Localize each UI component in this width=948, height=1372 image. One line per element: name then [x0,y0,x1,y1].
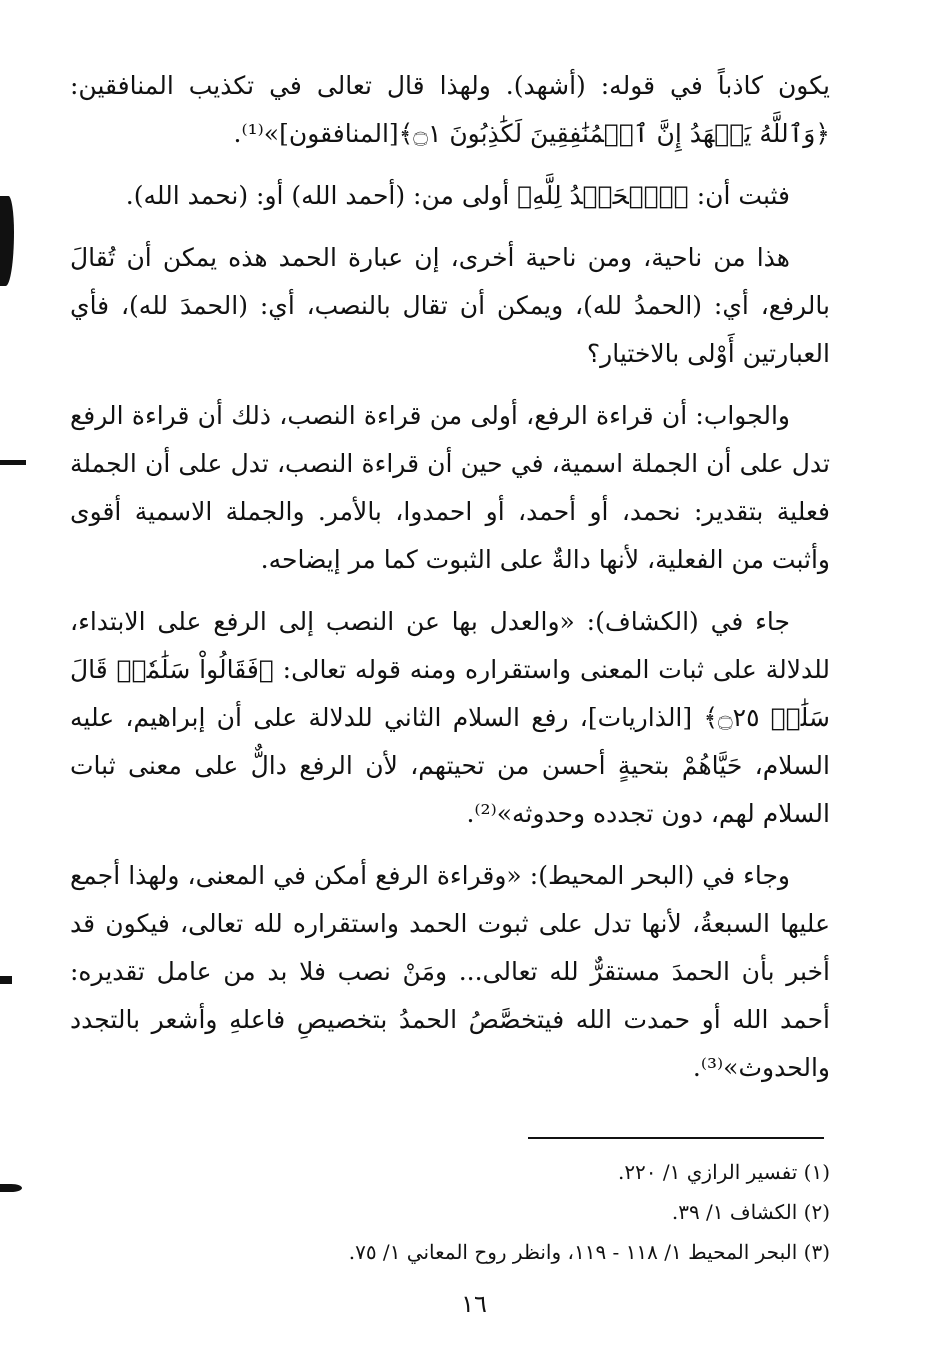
paragraph-1: يكون كاذباً في قوله: (أشهد). ولهذا قال تعالى في تكذيب المنافقين: ﴿وَٱللَّهُ يَشۡهَدُ إِنَّ ٱلۡمُنَٰفِقِينَ لَكَٰذِبُونَ ۝١﴾[المنافقون]»⁽¹⁾. [70,71,830,148]
scan-edge-mark-1 [0,196,14,286]
scan-edge-mark-3 [0,976,12,984]
scan-edge-mark-2 [0,460,26,465]
footnote-separator [528,1137,824,1139]
page-body [70,62,830,1106]
footnote-3: (٣) البحر المحيط ١/ ١١٨ - ١١٩، وانظر روح المعاني ١/ ٧٥. [348,1240,830,1264]
paragraph-2: فثبت أن: ﴿ٱلۡحَمۡدُ لِلَّهِ﴾ أولى من: (أحمد الله) أو: (نحمد الله). [125,181,790,210]
page-number: ١٦ [461,1290,487,1318]
scan-edge-mark-4 [0,1184,22,1192]
footnotes [190,1152,830,1272]
footnote-2: (٢) الكشاف ١/ ٣٩. [671,1200,830,1224]
footnote-1: (١) تفسير الرازي ١/ ٢٢٠. [617,1160,830,1184]
paragraph-5: جاء في (الكشاف): «والعدل بها عن النصب إلى الرفع على الابتداء، للدلالة على ثبات المعنى واستقراره ومنه قوله تعالى: ﴿فَقَالُواْ سَلَٰمٗاۖ قَالَ سَلَٰمٞ ۝٢٥﴾ [الذاريات]، رفع السلام الثاني للدلالة على أن إبراهيم، عليه السلام، حَيَّاهُمْ بتحيةٍ أحسن من تحيتهم، لأن الرفع دالٌّ على معنى ثبات السلام لهم، دون تجدده وحدوثه»⁽²⁾. [70,607,830,828]
paragraph-4: والجواب: أن قراءة الرفع، أولى من قراءة النصب، ذلك أن قراءة الرفع تدل على أن الجملة اسمية، في حين أن قراءة النصب، تدل على أن الجملة فعلية بتقدير: نحمد، أو أحمد، أو احمدوا، بالأمر. والجملة الاسمية أقوى وأثبت من الفعلية، لأنها دالةٌ على الثبوت كما مر إيضاحه. [70,401,830,574]
paragraph-3: هذا من ناحية، ومن ناحية أخرى، إن عبارة الحمد هذه يمكن أن تُقالَ بالرفع، أي: (الحمدُ لله)، ويمكن أن تقال بالنصب، أي: (الحمدَ لله)، فأي العبارتين أَوْلى بالاختيار؟ [70,243,830,368]
paragraph-6: وجاء في (البحر المحيط): «وقراءة الرفع أمكن في المعنى، ولهذا أجمع عليها السبعةُ، لأنها تدل على ثبوت الحمد واستقراره لله تعالى، فيكون قد أخبر بأن الحمدَ مستقرٌّ لله تعالى... ومَنْ نصب فلا بد من عامل تقديره: أحمد الله أو حمدت الله فيتخصَّصُ الحمدُ بتخصيصِ فاعلهِ وأشعر بالتجدد والحدوث»⁽³⁾. [70,861,830,1082]
